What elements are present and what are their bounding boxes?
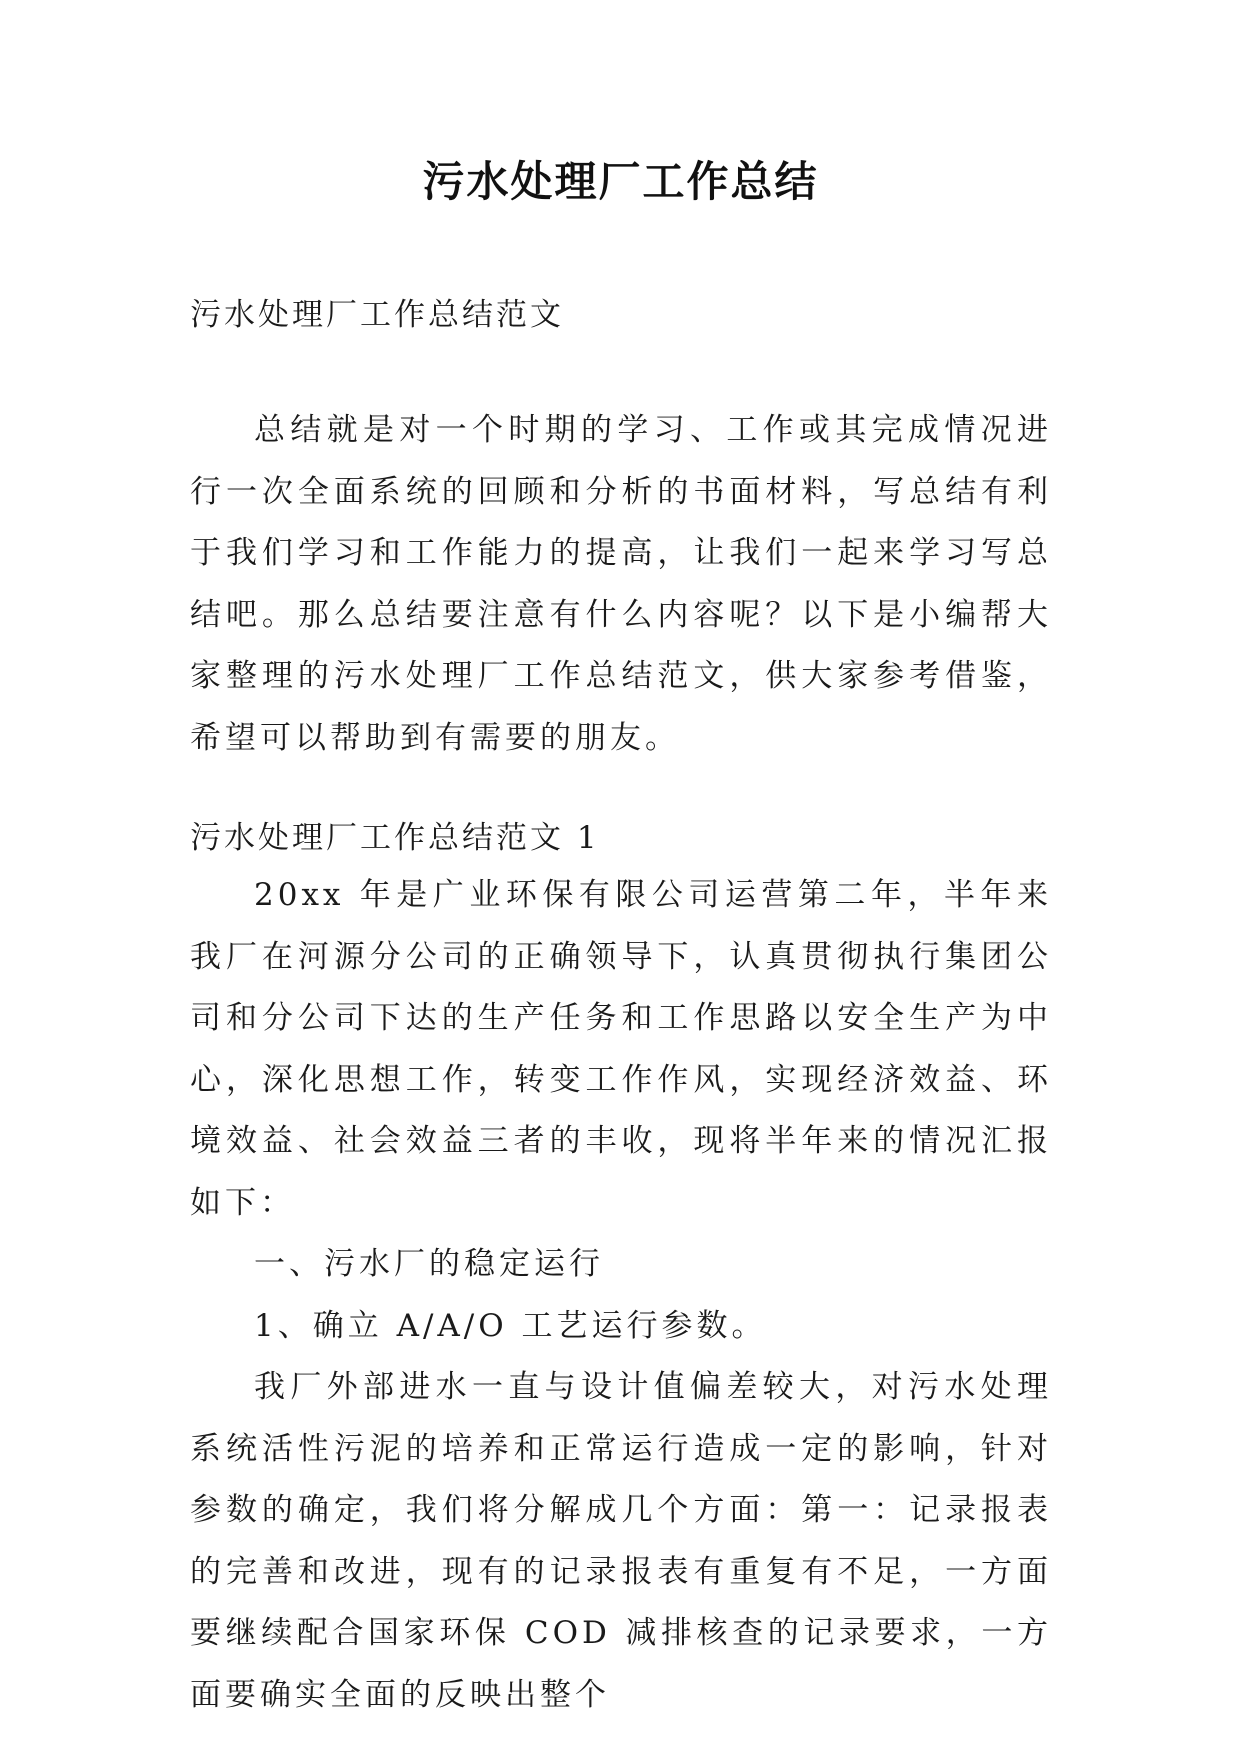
intro-section [190,400,1052,769]
body-paragraph: 我厂外部进水一直与设计值偏差较大，对污水处理系统活性污泥的培养和正常运行造成一定的影响，针对参数的确定，我们将分解成几个方面：第一：记录报表的完善和改进，现有的记录报表有重复有不足，一方面要继续配合国家环保 COD 减排核查的记录要求，一方面要确实全面的反映出整个 [190,1369,1052,1713]
main-text-section [190,865,1052,1726]
section-heading: 污水处理厂工作总结范文 1 [190,820,600,856]
intro-paragraph: 总结就是对一个时期的学习、工作或其完成情况进行一次全面系统的回顾和分析的书面材料，写总结有利于我们学习和工作能力的提高，让我们一起来学习写总结吧。那么总结要注意有什么内容呢？以下是小编帮大家整理的污水处理厂工作总结范文，供大家参考借鉴，希望可以帮助到有需要的朋友。 [190,412,1052,756]
body-paragraph: 一、污水厂的稳定运行 [254,1246,604,1282]
document-title: 污水处理厂工作总结 [422,157,819,206]
body-paragraph: 1、确立 A/A/O 工艺运行参数。 [254,1307,767,1344]
body-paragraph: 20xx 年是广业环保有限公司运营第二年，半年来我厂在河源分公司的正确领导下，认真贯彻执行集团公司和分公司下达的生产任务和工作思路以安全生产为中心，深化思想工作，转变工作作风，实现经济效益、环境效益、社会效益三者的丰收，现将半年来的情况汇报如下： [190,877,1052,1221]
document-subtitle: 污水处理厂工作总结范文 [190,297,564,333]
